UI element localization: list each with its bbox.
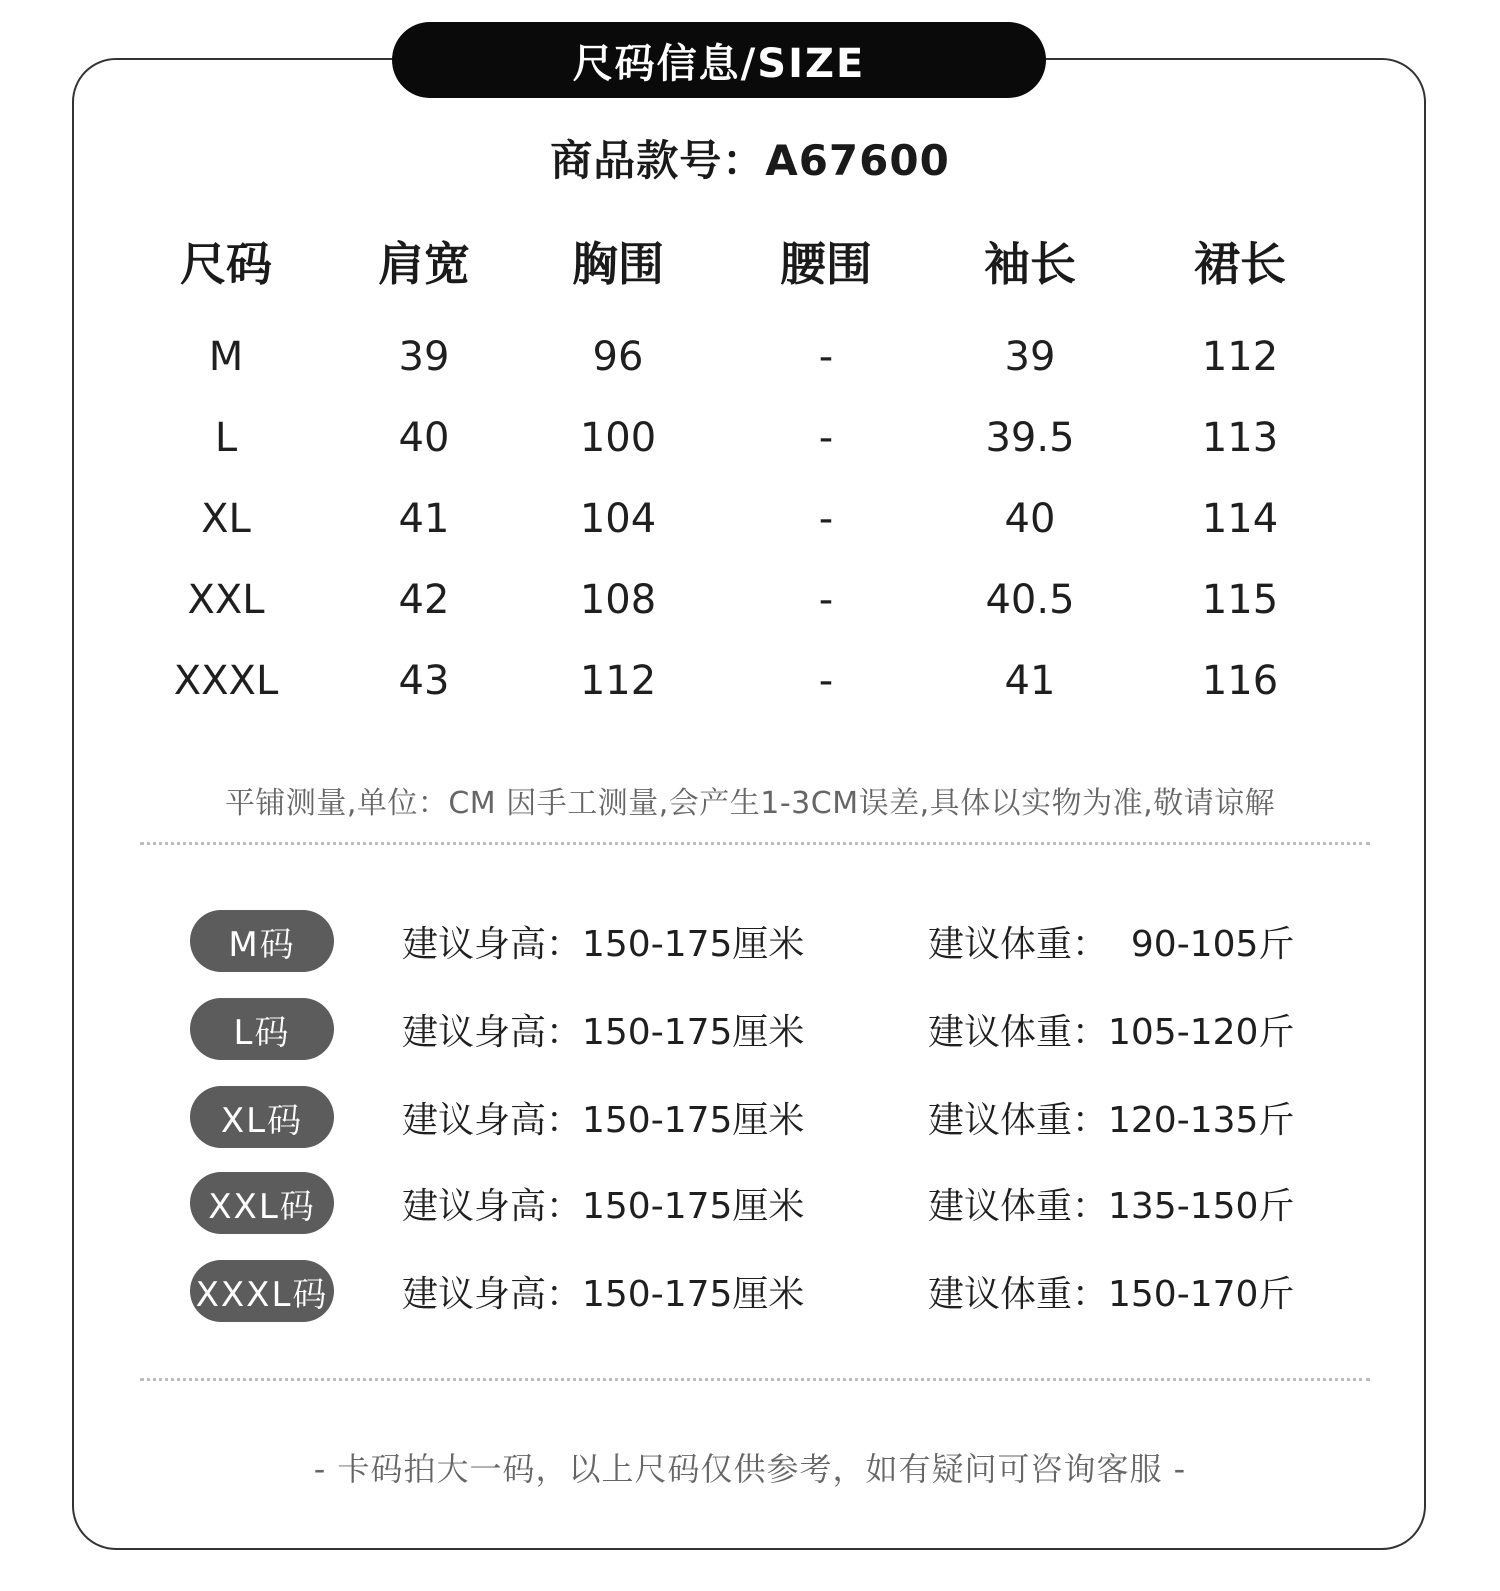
recommendation-row <box>0 1260 1500 1330</box>
recommended-height: 建议身高：150-175厘米 <box>402 1100 805 1141</box>
size-badge: XXL码 <box>190 1172 334 1234</box>
recommended-height: 建议身高：150-175厘米 <box>402 1274 805 1315</box>
recommendation-row <box>0 998 1500 1068</box>
recommended-weight: 建议体重：120-135斤 <box>928 1100 1295 1141</box>
table-cell-size: M <box>208 334 244 380</box>
recommended-weight: 建议体重：135-150斤 <box>928 1186 1295 1227</box>
table-cell-shoulder: 40 <box>398 415 450 461</box>
size-badge: M码 <box>190 910 334 972</box>
recommended-weight: 建议体重： 90-105斤 <box>928 924 1295 965</box>
size-badge: XXXL码 <box>190 1260 334 1322</box>
divider-top <box>140 842 1370 845</box>
column-header-length: 裙长 <box>1194 237 1286 291</box>
table-cell-size: XXL <box>187 577 265 623</box>
table-cell-sleeve: 39.5 <box>985 415 1075 461</box>
table-cell-bust: 108 <box>579 577 657 623</box>
recommended-height: 建议身高：150-175厘米 <box>402 1012 805 1053</box>
table-cell-bust: 104 <box>579 496 657 542</box>
column-header-size: 尺码 <box>180 237 272 291</box>
column-header-bust: 胸围 <box>572 237 664 291</box>
table-cell-sleeve: 39 <box>1004 334 1056 380</box>
column-header-waist: 腰围 <box>780 237 872 291</box>
table-cell-bust: 100 <box>579 415 657 461</box>
recommendation-row <box>0 1086 1500 1156</box>
size-badge: XL码 <box>190 1086 334 1148</box>
size-title: 尺码信息/SIZE <box>572 40 866 87</box>
table-cell-length: 113 <box>1201 415 1279 461</box>
table-cell-waist: - <box>818 658 834 704</box>
size-table <box>0 0 1500 760</box>
recommendation-row <box>0 1172 1500 1242</box>
table-cell-shoulder: 43 <box>398 658 450 704</box>
table-cell-length: 112 <box>1201 334 1279 380</box>
table-cell-length: 114 <box>1201 496 1279 542</box>
table-cell-waist: - <box>818 334 834 380</box>
column-header-shoulder: 肩宽 <box>378 237 470 291</box>
column-header-sleeve: 袖长 <box>984 237 1076 291</box>
recommended-weight: 建议体重：150-170斤 <box>928 1274 1295 1315</box>
table-cell-size: XXXL <box>173 658 279 704</box>
recommended-height: 建议身高：150-175厘米 <box>402 924 805 965</box>
table-cell-shoulder: 39 <box>398 334 450 380</box>
table-cell-length: 116 <box>1201 658 1279 704</box>
table-cell-waist: - <box>818 577 834 623</box>
table-cell-size: XL <box>201 496 251 542</box>
style-number: 商品款号：A67600 <box>550 136 950 185</box>
table-cell-length: 115 <box>1201 577 1279 623</box>
table-cell-shoulder: 42 <box>398 577 450 623</box>
table-cell-waist: - <box>818 496 834 542</box>
size-badge: L码 <box>190 998 334 1060</box>
divider-bottom <box>140 1378 1370 1381</box>
table-cell-sleeve: 40 <box>1004 496 1056 542</box>
recommendation-row <box>0 910 1500 980</box>
measurement-note: 平铺测量,单位：CM 因手工测量,会产生1-3CM误差,具体以实物为准,敬请谅解 <box>224 786 1276 821</box>
table-cell-size: L <box>214 415 238 461</box>
table-cell-shoulder: 41 <box>398 496 450 542</box>
recommended-weight: 建议体重：105-120斤 <box>928 1012 1295 1053</box>
footer-note: - 卡码拍大一码，以上尺码仅供参考，如有疑问可咨询客服 - <box>313 1450 1187 1488</box>
table-cell-waist: - <box>818 415 834 461</box>
table-cell-bust: 112 <box>579 658 657 704</box>
recommended-height: 建议身高：150-175厘米 <box>402 1186 805 1227</box>
table-cell-bust: 96 <box>592 334 644 380</box>
table-cell-sleeve: 41 <box>1004 658 1056 704</box>
table-cell-sleeve: 40.5 <box>985 577 1075 623</box>
